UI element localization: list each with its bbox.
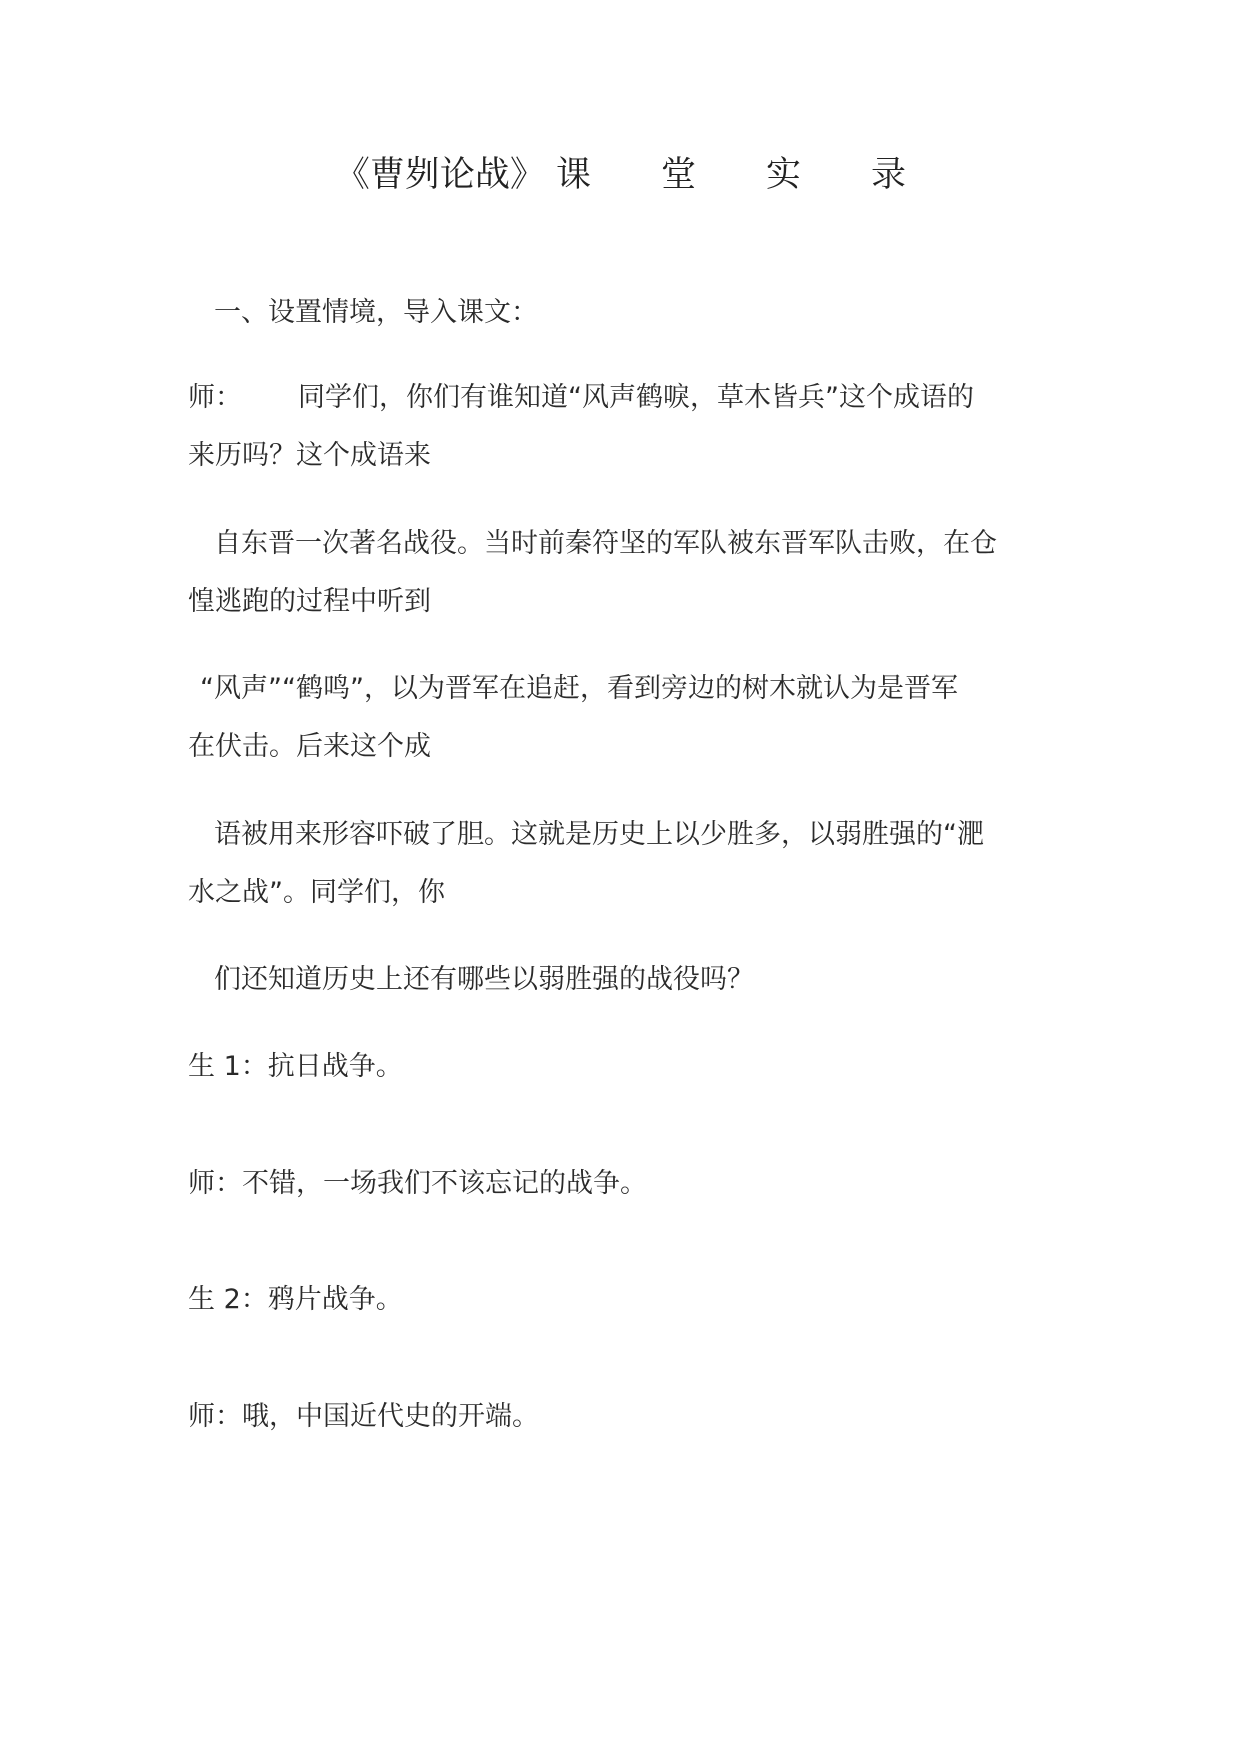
document-title: 《曹刿论战》 课 堂 实 录 [334,155,907,195]
paragraph1-line2: 来历吗？这个成语来 [188,440,431,471]
paragraph1-line1-text: 同学们，你们有谁知道“风声鹤唳，草木皆兵”这个成语的 [298,382,974,413]
dialogue-line: 师：不错，一场我们不该忘记的战争。 [188,1168,647,1199]
dialogue-line: 生 2：鸦片战争。 [188,1284,403,1315]
paragraph2-line2: 惶逃跑的过程中听到 [188,586,431,617]
dialogue-line: 师：哦，中国近代史的开端。 [188,1401,539,1432]
paragraph4-line2: 水之战”。同学们，你 [188,877,445,908]
paragraph2-line1: 自东晋一次著名战役。当时前秦符坚的军队被东晋军队击败，在仓 [214,528,997,559]
section-heading: 一、设置情境，导入课文： [214,297,538,328]
paragraph4-line1: 语被用来形容吓破了胆。这就是历史上以少胜多，以弱胜强的“淝 [214,819,984,850]
paragraph3-line1: “风声”“鹤鸣”，以为晋军在追赶，看到旁边的树木就认为是晋军 [200,673,958,704]
teacher-speaker-label: 师： [188,382,242,413]
paragraph1-line1 [188,381,1058,415]
dialogue-line: 生 1：抗日战争。 [188,1051,403,1082]
paragraph5-line1: 们还知道历史上还有哪些以弱胜强的战役吗？ [214,964,754,995]
paragraph3-line2: 在伏击。后来这个成 [188,731,431,762]
